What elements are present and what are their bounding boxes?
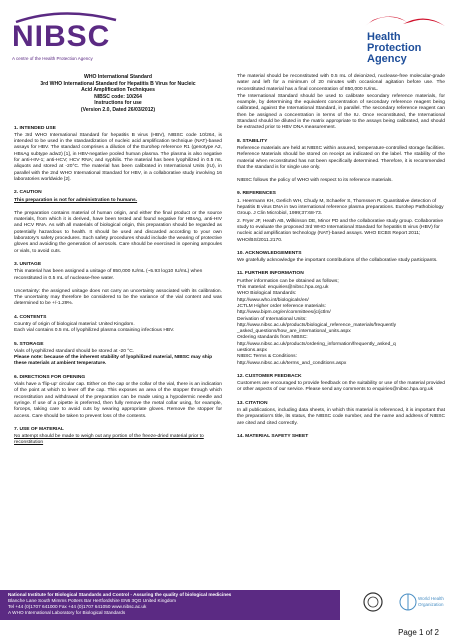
section-heading: 8. STABILITY <box>237 138 268 144</box>
info-link[interactable]: http://www.who.int/biologicals/en/ <box>237 297 309 303</box>
hpa-logo-icon <box>363 8 447 66</box>
section-heading: 2. CAUTION <box>14 190 42 196</box>
hpa-logo <box>363 8 447 66</box>
title-line-3: Acid Amplification Techniques <box>81 87 155 94</box>
section-heading: 3. UNITAGE <box>14 261 42 267</box>
who-logo <box>398 590 446 620</box>
reference-item: 1. Heermann KH, Gerlich WH, Chudy M, Schaefer S, Thomssen R. Quantitative detection of hepatitis B virus DNA in two international reference plasma preparations. Eurohep Pathobiology Group. J Clin Microbiol, 1999;37:68-73. <box>237 198 444 217</box>
reference-item: 2. Fryer JF, Heath AB, Wilkinson DE, Minor PD and the collaborative study group. Collaborative study to evaluate the proposed 3rd WHO International Standard for hepatitis B virus (HBV) for nucleic acid amplification technology (NAT)-based assays. WHO ECBS Report 2011; WHO/BS/2011.2170. <box>237 218 444 243</box>
section-text: The preparation contains material of human origin, and either the final product or the source materials, from which it is derived, have been tested and found negative for HBsAg, anti-HIV and HCV RNA. As with all materials of biological origin, this preparation should be regarded as potentially hazardous to health. It should be used and discarded according to your own laboratory's safety procedures. Such safety procedures should include the wearing of protective gloves and avoiding the generation of aerosols. Care should be exercised in opening ampoules or vials, to avoid cuts. <box>14 210 222 254</box>
section-heading: 13. CITATION <box>237 400 268 406</box>
section-text: We gratefully acknowledge the important contributions of the collaborative study participants. <box>237 258 438 264</box>
nibsc-logo <box>12 12 122 64</box>
footer-line-2: Blanche Lane South Mimms Potters Bar Hertfordshire EN6 3QG United Kingdom <box>8 598 177 603</box>
section-text: In all publications, including data sheets, in which this material is referenced, it is important that the preparation's title, its status, the NIBSC code number, and the name and address of NIBSC are cited and cited correctly. <box>237 408 445 426</box>
ul-certification-icon <box>363 592 383 612</box>
caution-note: This preparation is not for administration to humans. <box>14 197 138 203</box>
footer-bar <box>0 590 340 620</box>
title-line-6: (Version 2.0, Dated 26/03/2012) <box>80 106 156 113</box>
section-text: No attempt should be made to weigh out any portion of the freeze-dried material prior to reconstitution <box>14 434 204 446</box>
footer-line-4: A WHO International Laboratory for Biological Standards <box>8 610 126 615</box>
page-footer <box>0 590 453 640</box>
hpa-logo-line-1: Health <box>367 31 401 43</box>
title-line-2: 3rd WHO International Standard for Hepatitis B Virus for Nucleic <box>40 80 196 87</box>
info-line: Derivation of International Units: <box>237 316 307 322</box>
right-column <box>237 74 445 441</box>
document-title <box>14 74 222 114</box>
section-text: Reference materials are held at NIBSC within assured, temperature-controlled storage facilities. Reference Materials should be stored on receipt as indicated on the label. The stability of the material when reconstituted has not been specifically determined. Therefore, it is recommended that the standard is for single use only. <box>237 145 445 170</box>
further-info-list <box>237 279 445 367</box>
section-text: The International Standard should be used to calibrate secondary reference materials, for example, by determining the equivalent concentration of secondary reference reagent being calibrated, against the International Standard, in parallel. The secondary reference reagent can then be assigned a concentration in terms of the IU. Once reconstituted, the International Standard should be diluted in the matrix appropriate to the assays being calibrated, and should be extracted prior to HBV DNA measurement. <box>237 93 445 131</box>
section-heading: 7. USE OF MATERIAL <box>14 426 64 432</box>
nibsc-logo-text: NIBSC <box>12 20 111 53</box>
policy-text: NIBSC follows the policy of WHO with respect to its reference materials. <box>237 178 393 184</box>
section-heading: 1. INTENDED USE <box>14 125 56 131</box>
info-link[interactable]: http://www.bipm.org/en/committees/jc/jctlm/ <box>237 310 331 316</box>
info-link[interactable]: http://www.nibsc.ac.uk/terms_and_conditions.aspx <box>237 360 347 366</box>
left-column <box>14 74 222 454</box>
info-line: Ordering standards from NIBSC: <box>237 335 308 341</box>
info-line: Further information can be obtained as follows; <box>237 278 339 284</box>
section-heading: 9. REFERENCES <box>237 191 276 197</box>
storage-note: Please note: because of the inherent stability of lyophilized material, NIBSC may ship these materials at ambient temperature. <box>14 355 213 367</box>
who-emblem-icon <box>398 590 446 620</box>
info-line: JCTLM Higher order reference materials: <box>237 303 326 309</box>
info-link[interactable]: http://www.nibsc.ac.uk/products/biological_reference_materials/frequently <box>237 322 397 328</box>
page-header <box>0 0 453 78</box>
title-line-1: WHO International Standard <box>84 74 152 80</box>
info-line: WHO Biological Standards: <box>237 291 297 297</box>
section-text: Country of origin of biological material: United Kingdom. Each vial contains 0.5 mL of lyophilized plasma containing infectious HBV. <box>14 321 175 334</box>
section-heading: 4. CONTENTS <box>14 314 47 320</box>
info-line[interactable]: This material: enquiries@nibsc.hpa.org.uk <box>237 285 329 291</box>
section-text: The material should be reconstituted with 0.5 mL of deionized, nuclease-free molecular-grade water and left for a minimum of 20 minutes with occasional agitation before use. The reconstituted material has a final concentration of 850,000 IU/mL. <box>237 74 445 92</box>
info-line: NIBSC Terms & Conditions: <box>237 354 297 360</box>
who-text-line-1: World Health <box>418 596 444 601</box>
footer-line-3: Tel +44 (0)1707 641000 Fax +44 (0)1707 641050 www.nibsc.ac.uk <box>8 604 147 609</box>
section-heading: 11. FURTHER INFORMATION <box>237 271 304 277</box>
title-line-4: NIBSC code: 10/264 <box>94 93 142 100</box>
section-text: This material has been assigned a unitage of 850,000 IU/mL (~5.93 log10 IU/mL) when reconstituted in 0.5 mL of nuclease-free water. <box>14 269 203 281</box>
section-text: Customers are encouraged to provide feedback on the suitability or use of the material provided or other aspects of our service. Please send any comments to enquiries@nibsc.hpa.org.uk <box>237 381 445 393</box>
who-text-line-2: Organization <box>418 602 444 607</box>
section-heading: 14. MATERIAL SAFETY SHEET <box>237 433 309 439</box>
info-link[interactable]: _asked_questions/how_are_international_units.aspx <box>237 329 351 335</box>
section-text: The 3rd WHO International Standard for hepatitis B virus (HBV), NIBSC code 10/264, is intended to be used in the standardization of nucleic acid amplification technique (NAT)-based assays for HBV. The standard comprises a dilution of the Eurohep reference R1 (genotype A2, HBsAg subtype adw2) [1], in HBV-negative pooled human plasma. The plasma is also negative for anti-HIV-1; anti-HCV; HCV RNA; and syphilis. The material has been lyophilized in 0.5 mL aliquots and stored at -20°C. The material has been calibrated in International Units (IU), in parallel with the 2nd WHO International Standard for HBV, in a collaborative study involving 16 laboratories worldwide [2]. <box>14 132 222 182</box>
title-line-5: Instructions for use <box>94 100 142 107</box>
section-heading: 12. CUSTOMER FEEDBACK <box>237 373 302 379</box>
section-text: Uncertainty: the assigned unitage does not carry an uncertainty associated with its calibration. The uncertainty may therefore be considered to be the variance of the vial content and was determined to be +/-1.29%. <box>14 288 222 307</box>
info-link[interactable]: http://www.nibsc.ac.uk/products/ordering_information/frequently_asked_q <box>237 341 396 347</box>
section-text: Vials of lyophilized standard should be stored at -20 °C. <box>14 348 135 354</box>
section-text: Vials have a 'flip-up' circular cap. Either on the cap or the collar of the vial, there is an indication of the point at which to lever off the cap. This exposes an area of the stopper through which reconstitution and withdrawal of the preparation can be made using a hypodermic needle and syringe. If use of a pipette is preferred, then fully remove the metal collar using, for example, forceps, taking care to avoid cuts by wearing appropriate gloves. Remove the stopper for access. Care should be taken to prevent loss of the contents. <box>14 382 222 419</box>
footer-line-1: National Institute for Biological Standards and Control - Assuring the quality of biological medicines <box>8 592 232 597</box>
section-heading: 10. ACKNOWLEDGEMENTS <box>237 250 302 256</box>
page-number: Page 1 of 2 <box>398 628 439 637</box>
section-heading: 6. DIRECTIONS FOR OPENING <box>14 374 86 380</box>
hpa-logo-line-3: Agency <box>367 53 407 65</box>
hpa-logo-line-2: Protection <box>367 42 422 54</box>
section-heading: 5. STORAGE <box>14 341 44 347</box>
info-link[interactable]: uestions.aspx <box>237 347 267 353</box>
nibsc-tagline: A centre of the Health Protection Agency <box>12 56 93 61</box>
